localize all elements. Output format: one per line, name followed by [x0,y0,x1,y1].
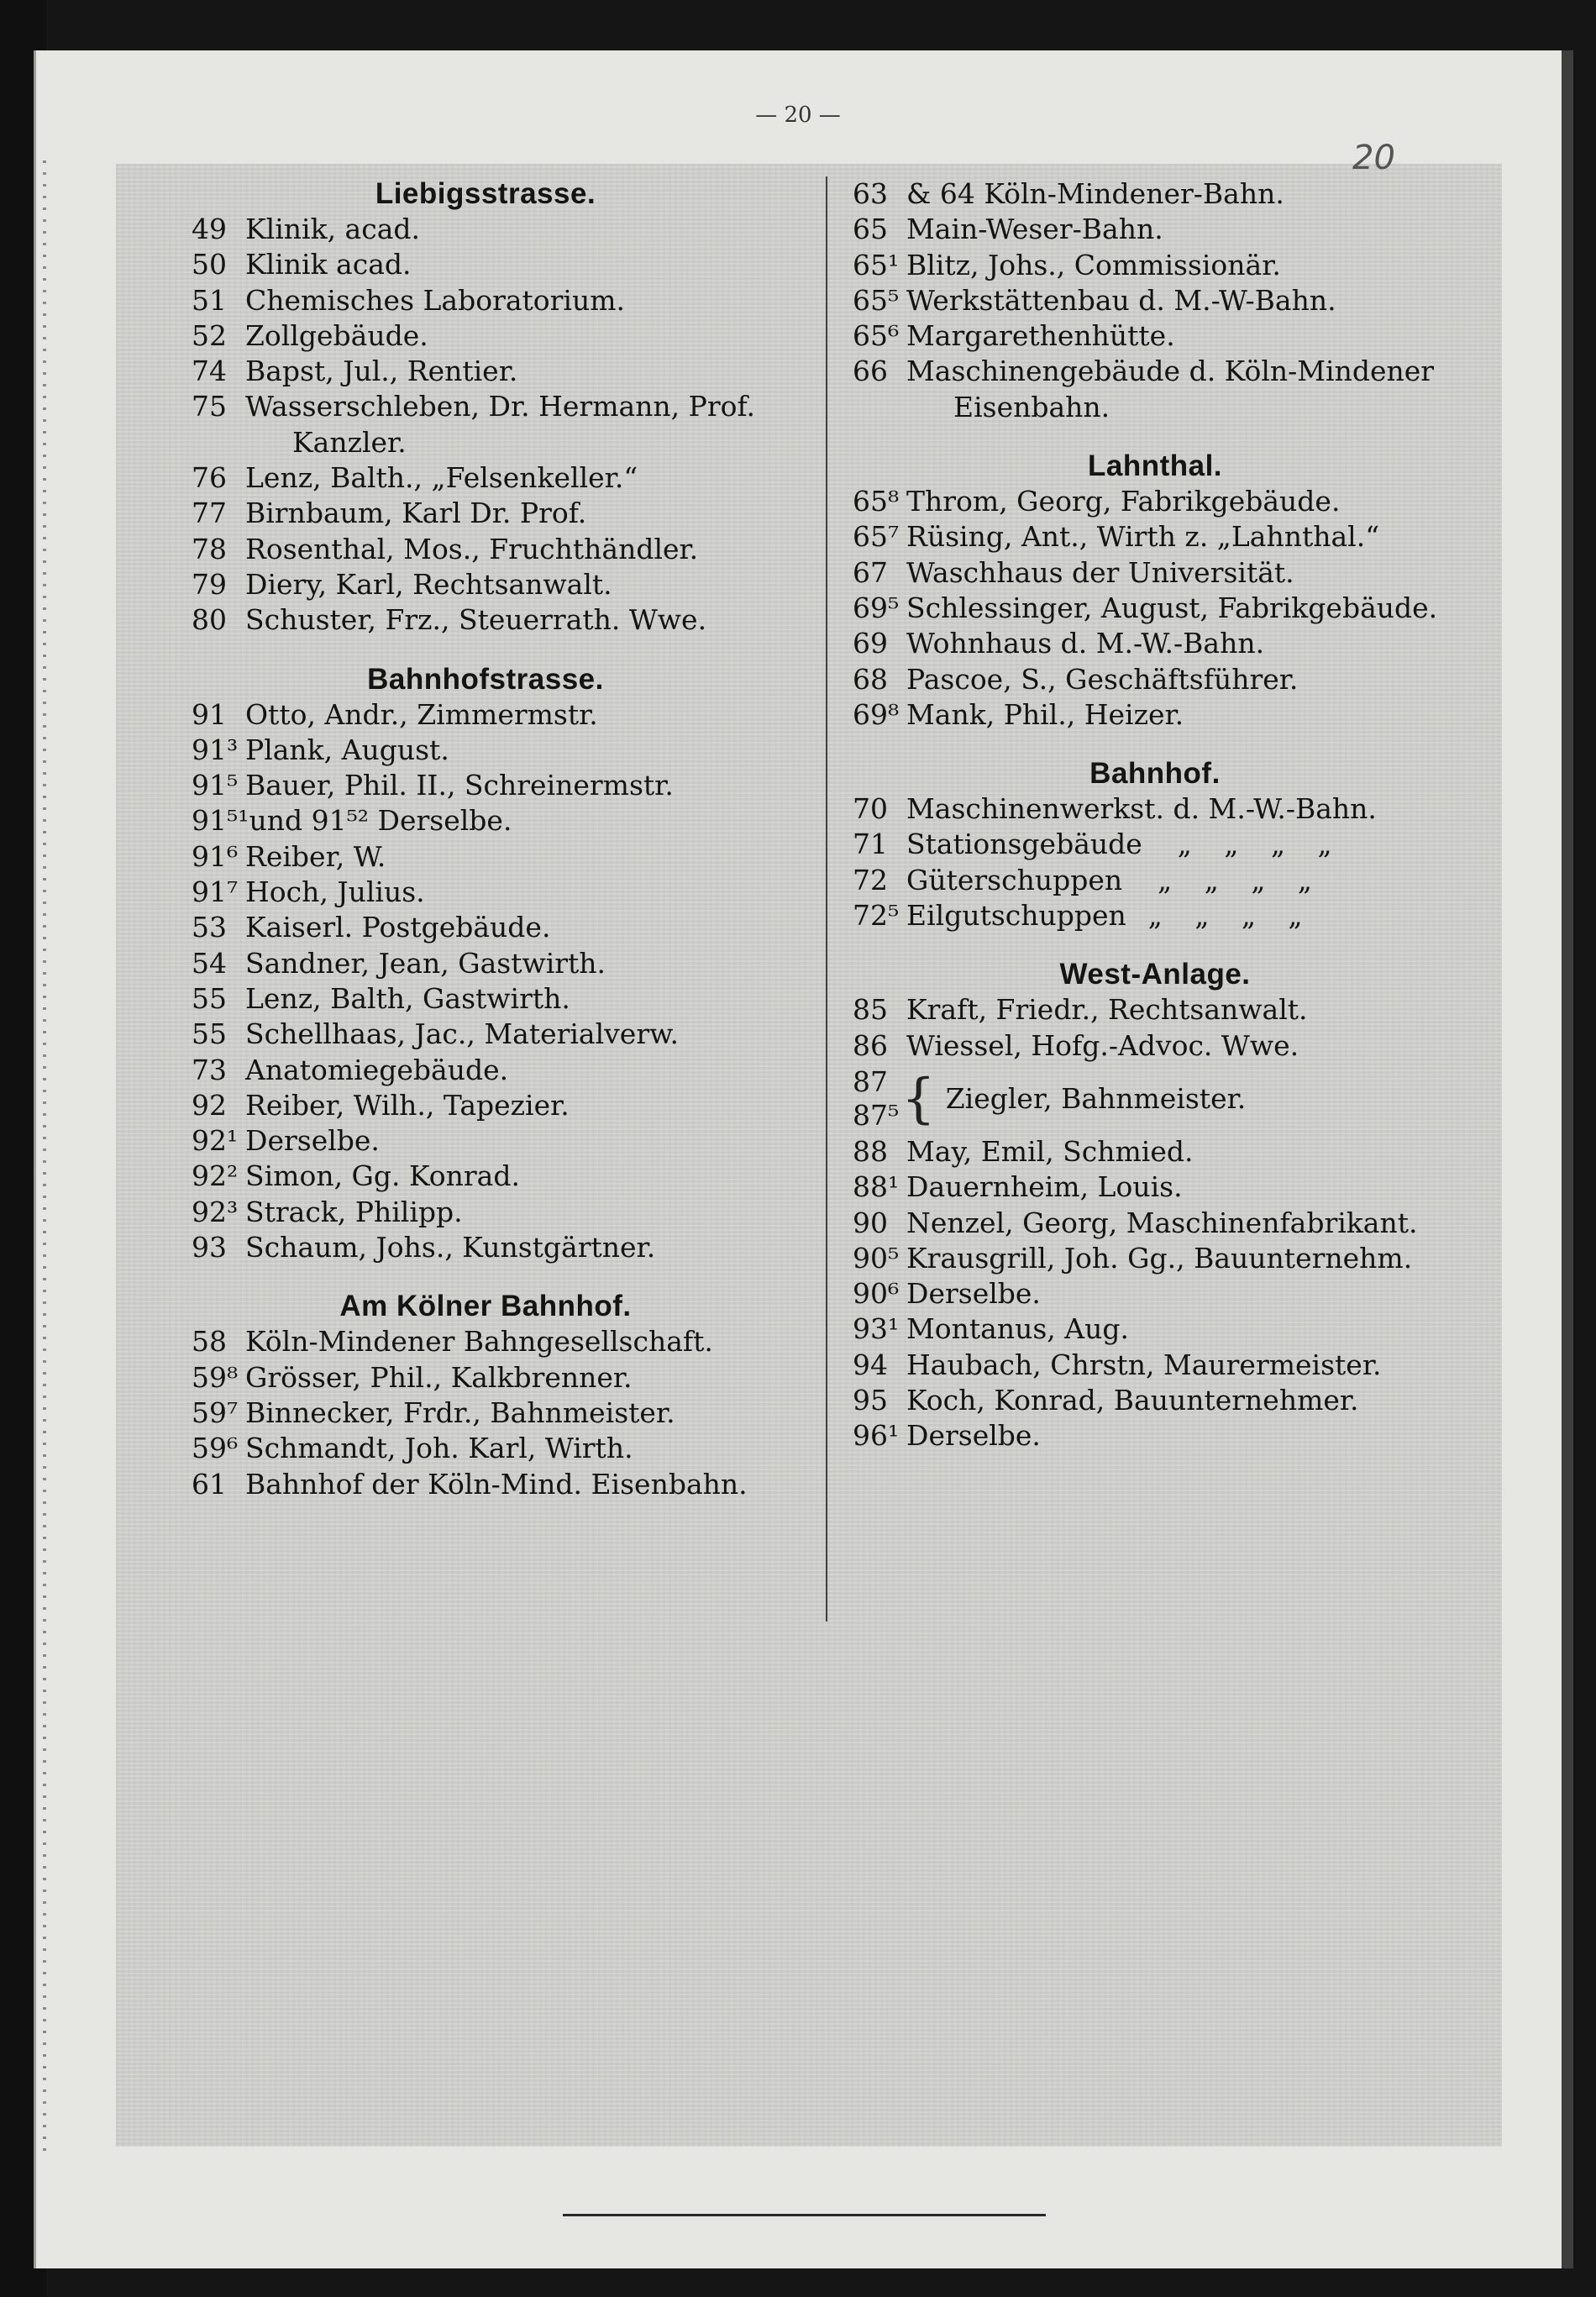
entry-text: Hoch, Julius. [245,875,425,909]
house-number: 87⁵ [853,1098,900,1132]
directory-entry [192,1431,813,1466]
house-number: 65⁵ [853,283,900,317]
directory-entry [192,875,813,910]
house-number: 65 [853,213,888,246]
house-number: 78 [192,532,227,565]
directory-entry [192,1230,813,1265]
directory-entry [192,697,813,733]
directory-entry [853,827,1478,862]
directory-entry [853,1028,1478,1064]
entry-text: Pascoe, S., Geschäftsführer. [906,662,1299,696]
house-number: 66 [853,355,888,388]
house-number: 80 [192,603,227,637]
house-number: 90 [853,1206,888,1239]
entry-text: Anatomiegebäude. [245,1053,509,1086]
house-number: 93¹ [853,1312,900,1346]
house-number: 67 [853,555,888,589]
entry-text: Krausgrill, Joh. Gg., Bauunternehm. [906,1241,1413,1275]
entry-text: Diery, Karl, Rechtsanwalt. [245,567,612,601]
directory-entry [192,425,813,460]
entry-text: Rosenthal, Mos., Fruchthändler. [245,532,699,565]
section-gap [853,425,1478,449]
house-number: 93 [192,1231,227,1264]
entry-text: Werkstättenbau d. M.-W-Bahn. [906,283,1336,317]
entry-text: Binnecker, Frdr., Bahnmeister. [245,1396,675,1429]
house-number: 69 [853,627,888,660]
directory-entry [192,803,813,838]
house-number: 92 [192,1088,227,1122]
house-number: 76 [192,461,227,495]
house-number: 75 [192,390,227,423]
house-number: 65⁸ [853,485,900,518]
directory-entry [853,1348,1478,1383]
house-number [853,390,953,425]
directory-entry [192,496,813,531]
house-number: 91⁵ [192,769,239,802]
house-number: 86 [853,1028,888,1062]
directory-entry [192,1360,813,1396]
house-number: 49 [192,213,227,245]
entry-text: Klinik acad. [245,248,412,281]
directory-entry [853,390,1478,425]
house-number: 71 [853,828,888,861]
right-column [853,176,1478,1454]
directory-entry [192,1053,813,1088]
house-number: 65⁶ [853,319,900,353]
entry-text: Ziegler, Bahnmeister. [945,1082,1247,1116]
entry-text: Mank, Phil., Heizer. [906,697,1184,731]
house-number: 53 [192,911,227,944]
directory-entry [853,283,1478,318]
directory-entry [853,318,1478,354]
section-gap [853,733,1478,756]
house-number: 61 [192,1467,227,1501]
house-number: 59⁸ [192,1360,239,1394]
section-heading: Bahnhof. [1089,757,1221,791]
entry-text: Haubach, Chrstn, Maurermeister. [906,1348,1382,1381]
brace-symbol: { [901,1067,936,1130]
entry-text: Otto, Andr., Zimmermstr. [245,697,598,731]
house-number: 91⁵¹ [192,804,249,838]
page-edge [1562,50,1573,2268]
entry-text: Reiber, W. [245,839,386,873]
directory-entry [853,1311,1478,1347]
house-number: 70 [853,792,888,826]
house-number: 68 [853,662,888,696]
entry-text: Klinik, acad. [245,213,420,245]
house-number: 74 [192,355,227,388]
entry-text: Zollgebäude. [245,318,428,352]
directory-entry [192,768,813,803]
entry-text: Derselbe. [906,1277,1041,1311]
house-number: 55 [192,1017,227,1051]
directory-entry [192,1088,813,1123]
directory-entry [853,992,1478,1028]
entry-text: Waschhaus der Universität. [906,555,1294,589]
entry-text: Kraft, Friedr., Rechtsanwalt. [906,993,1308,1027]
house-number: 63 [853,177,888,210]
house-number: 87 [853,1064,888,1098]
house-number: 90⁵ [853,1241,900,1275]
directory-entry [192,839,813,875]
directory-entry [853,212,1478,247]
entry-text: Eisenbahn. [953,390,1110,423]
section-heading: Bahnhofstrasse. [367,662,604,696]
directory-entry [853,1276,1478,1311]
house-number: 51 [192,283,227,317]
directory-entry [853,1241,1478,1276]
house-number: 92² [192,1159,239,1193]
directory-entry [192,1195,813,1230]
entry-text: Throm, Georg, Fabrikgebäude. [906,485,1341,518]
column-divider [826,176,827,1622]
entry-text: Bahnhof der Köln-Mind. Eisenbahn. [245,1467,748,1501]
directory-entry [192,532,813,567]
directory-entry [192,1159,813,1194]
directory-entry [853,555,1478,591]
directory-entry [853,1206,1478,1241]
entry-text: Schmandt, Joh. Karl, Wirth. [245,1432,633,1465]
house-number: 72 [853,863,888,896]
directory-entry [192,1324,813,1359]
entry-text: Montanus, Aug. [906,1312,1129,1346]
entry-text: Bauer, Phil. II., Schreinermstr. [245,769,674,802]
house-number: 88¹ [853,1170,900,1204]
directory-entry [192,1123,813,1159]
entry-text: Wasserschleben, Dr. Hermann, Prof. [245,390,756,423]
directory-entry [192,212,813,247]
house-number [192,425,292,460]
directory-entry [192,247,813,282]
house-number: 92³ [192,1195,239,1228]
directory-entry [192,602,813,638]
directory-entry [853,1134,1478,1170]
house-number: 54 [192,946,227,980]
directory-entry [192,1396,813,1431]
house-number: 91 [192,697,227,731]
house-number: 96¹ [853,1419,900,1453]
ditto-marks: „ „ „ „ [1158,863,1324,896]
ditto-marks: „ „ „ „ [1147,899,1315,933]
house-number: 72⁵ [853,899,900,933]
house-number: 92¹ [192,1124,239,1158]
house-number: 94 [853,1348,888,1381]
entry-text: Birnbaum, Karl Dr. Prof. [245,497,587,530]
directory-entry [192,283,813,318]
directory-entry [853,1170,1478,1205]
section-heading: Liebigsstrasse. [375,177,596,210]
directory-entry [192,318,813,354]
binding-perforation [43,151,46,2151]
braced-numbers [853,1065,901,1133]
page-top-mark: — 20 — [755,102,841,128]
closing-rule [563,2214,1046,2216]
entry-text: & 64 Köln-Mindener-Bahn. [906,177,1284,210]
braced-entry [853,1064,1478,1134]
directory-entry [853,662,1478,697]
house-number: 59⁷ [192,1396,239,1429]
entry-text: und 91⁵² Derselbe. [249,804,512,838]
entry-text: Margarethenhütte. [906,319,1175,353]
house-number: 52 [192,318,227,352]
directory-entry [853,898,1478,933]
directory-entry [192,567,813,602]
house-number: 65¹ [853,248,900,281]
entry-text: Derselbe. [245,1124,380,1158]
entry-text: Koch, Konrad, Bauunternehmer. [906,1384,1359,1417]
house-number: 58 [192,1325,227,1359]
directory-entry [192,460,813,496]
directory-entry [853,863,1478,898]
directory-entry [853,248,1478,283]
house-number: 90⁶ [853,1277,900,1311]
house-number: 91⁷ [192,875,239,909]
entry-text: Wohnhaus d. M.-W.-Bahn. [906,627,1265,660]
house-number: 95 [853,1384,888,1417]
directory-entry [192,389,813,424]
entry-text: Schuster, Frz., Steuerrath. Wwe. [245,603,707,637]
directory-entry [853,697,1478,733]
entry-text: Lenz, Balth., „Felsenkeller.“ [245,461,638,495]
entry-text: Sandner, Jean, Gastwirth. [245,946,606,980]
entry-text: Strack, Philipp. [245,1195,463,1228]
directory-entry [853,519,1478,555]
section-gap [853,933,1478,957]
directory-entry [853,176,1478,212]
entry-text: Köln-Mindener Bahngesellschaft. [245,1325,713,1359]
entry-text: Main-Weser-Bahn. [906,213,1163,246]
directory-entry [192,946,813,981]
section-gap [192,1265,813,1289]
directory-entry [192,1017,813,1052]
ditto-marks: „ „ „ „ [1177,828,1344,861]
house-number: 77 [192,497,227,530]
entry-text: Schellhaas, Jac., Materialverw. [245,1017,679,1051]
house-number: 69⁵ [853,591,900,624]
directory-entry [192,981,813,1017]
entry-text: Simon, Gg. Konrad. [245,1159,520,1193]
house-number: 79 [192,567,227,601]
entry-text: Lenz, Balth, Gastwirth. [245,981,570,1015]
left-column [192,176,813,1502]
entry-text: Maschinenwerkst. d. M.-W.-Bahn. [906,792,1377,826]
house-number: 59⁶ [192,1432,239,1465]
house-number: 91⁶ [192,839,239,873]
entry-text: Reiber, Wilh., Tapezier. [245,1088,570,1122]
house-number: 73 [192,1053,227,1086]
handwritten-page-number: 20 [1352,139,1395,177]
entry-text: Kanzler. [292,425,407,459]
directory-entry [853,1418,1478,1453]
directory-entry [192,1467,813,1502]
directory-entry [853,484,1478,519]
entry-text: Grösser, Phil., Kalkbrenner. [245,1360,633,1394]
directory-entry [853,1383,1478,1418]
entry-text: Rüsing, Ant., Wirth z. „Lahnthal.“ [906,520,1380,554]
house-number: 65⁷ [853,520,900,554]
entry-text: Eilgutschuppen [906,899,1126,933]
section-heading: Lahnthal. [1087,449,1223,483]
entry-text: Schlessinger, August, Fabrikgebäude. [906,591,1438,624]
house-number: 88 [853,1134,888,1168]
directory-entry [192,910,813,945]
entry-text: Blitz, Johs., Commissionär. [906,248,1281,281]
house-number: 85 [853,993,888,1027]
entry-text: May, Emil, Schmied. [906,1134,1194,1168]
directory-entry [853,626,1478,661]
directory-entry [853,591,1478,626]
entry-text: Maschinengebäude d. Köln-Mindener [906,355,1435,388]
entry-text: Derselbe. [906,1419,1041,1453]
house-number: 50 [192,248,227,281]
entry-text: Nenzel, Georg, Maschinenfabrikant. [906,1206,1418,1239]
directory-entry [853,354,1478,389]
entry-text: Dauernheim, Louis. [906,1170,1183,1204]
directory-entry [192,733,813,768]
house-number: 55 [192,981,227,1015]
entry-text: Stationsgebäude [906,828,1142,861]
directory-entry [192,354,813,389]
section-heading: West-Anlage. [1059,958,1251,991]
house-number: 69⁸ [853,697,900,731]
entry-text: Bapst, Jul., Rentier. [245,355,518,388]
entry-text: Wiessel, Hofg.-Advoc. Wwe. [906,1028,1299,1062]
directory-entry [853,791,1478,827]
entry-text: Kaiserl. Postgebäude. [245,911,551,944]
section-heading: Am Kölner Bahnhof. [339,1290,632,1323]
entry-text: Güterschuppen [906,863,1123,896]
entry-text: Chemisches Laboratorium. [245,283,626,317]
entry-text: Plank, August. [245,733,449,766]
section-gap [192,639,813,662]
entry-text: Schaum, Johs., Kunstgärtner. [245,1231,656,1264]
house-number: 91³ [192,733,239,766]
